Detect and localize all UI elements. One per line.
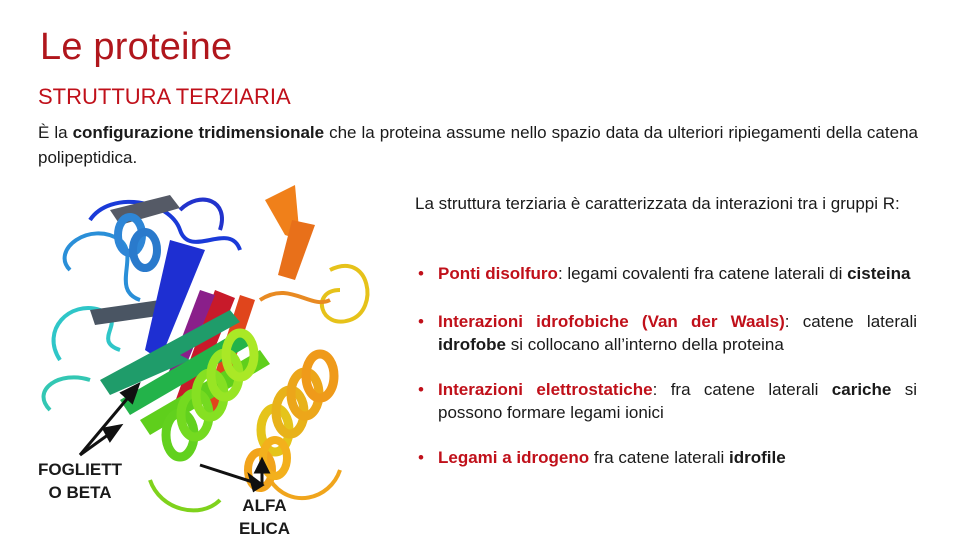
- section-subtitle: STRUTTURA TERZIARIA: [38, 84, 291, 109]
- lead-paragraph: La struttura terziaria è caratterizzata da interazioni tra i gruppi R:: [415, 194, 900, 213]
- intro-prefix: È la: [38, 123, 73, 142]
- coil-loop: [65, 233, 140, 300]
- coil-loop: [180, 200, 222, 230]
- intro-paragraph: [38, 120, 918, 170]
- intro-bold-term: configurazione tridimensionale: [72, 123, 325, 142]
- bullet-term: Interazioni idrofobiche (Van der Waals): [438, 312, 785, 331]
- list-item: • Legami a idrogeno fra catene laterali idrofile: [415, 446, 917, 469]
- list-item: • Interazioni elettrostatiche: fra catene laterali cariche si possono formare legami ionici: [415, 378, 917, 424]
- coil-loop: [322, 266, 368, 322]
- bullet-term: Legami a idrogeno: [438, 448, 590, 467]
- interaction-list: [415, 262, 917, 469]
- coil-loop: [260, 293, 330, 302]
- beta-sheet-label: FOGLIETT O BETA: [37, 460, 123, 502]
- alpha-helix-label: ALFA ELICA: [239, 496, 290, 538]
- bullet-term: Ponti disolfuro: [438, 264, 558, 283]
- page-title: Le proteine: [40, 26, 233, 68]
- list-item: • Interazioni idrofobiche (Van der Waals): catene laterali idrofobe si collocano all’interno della proteina: [415, 310, 917, 356]
- coil-loop: [44, 377, 90, 410]
- coil-loop: [150, 480, 220, 510]
- intro-suffix: che la proteina assume nello spazio data da ulteriori ripiegamenti della catena polipeptidica.: [38, 123, 918, 167]
- list-item: • Ponti disolfuro: legami covalenti fra catene laterali di cisteina: [415, 262, 917, 285]
- bullet-term: Interazioni elettrostatiche: [438, 380, 653, 399]
